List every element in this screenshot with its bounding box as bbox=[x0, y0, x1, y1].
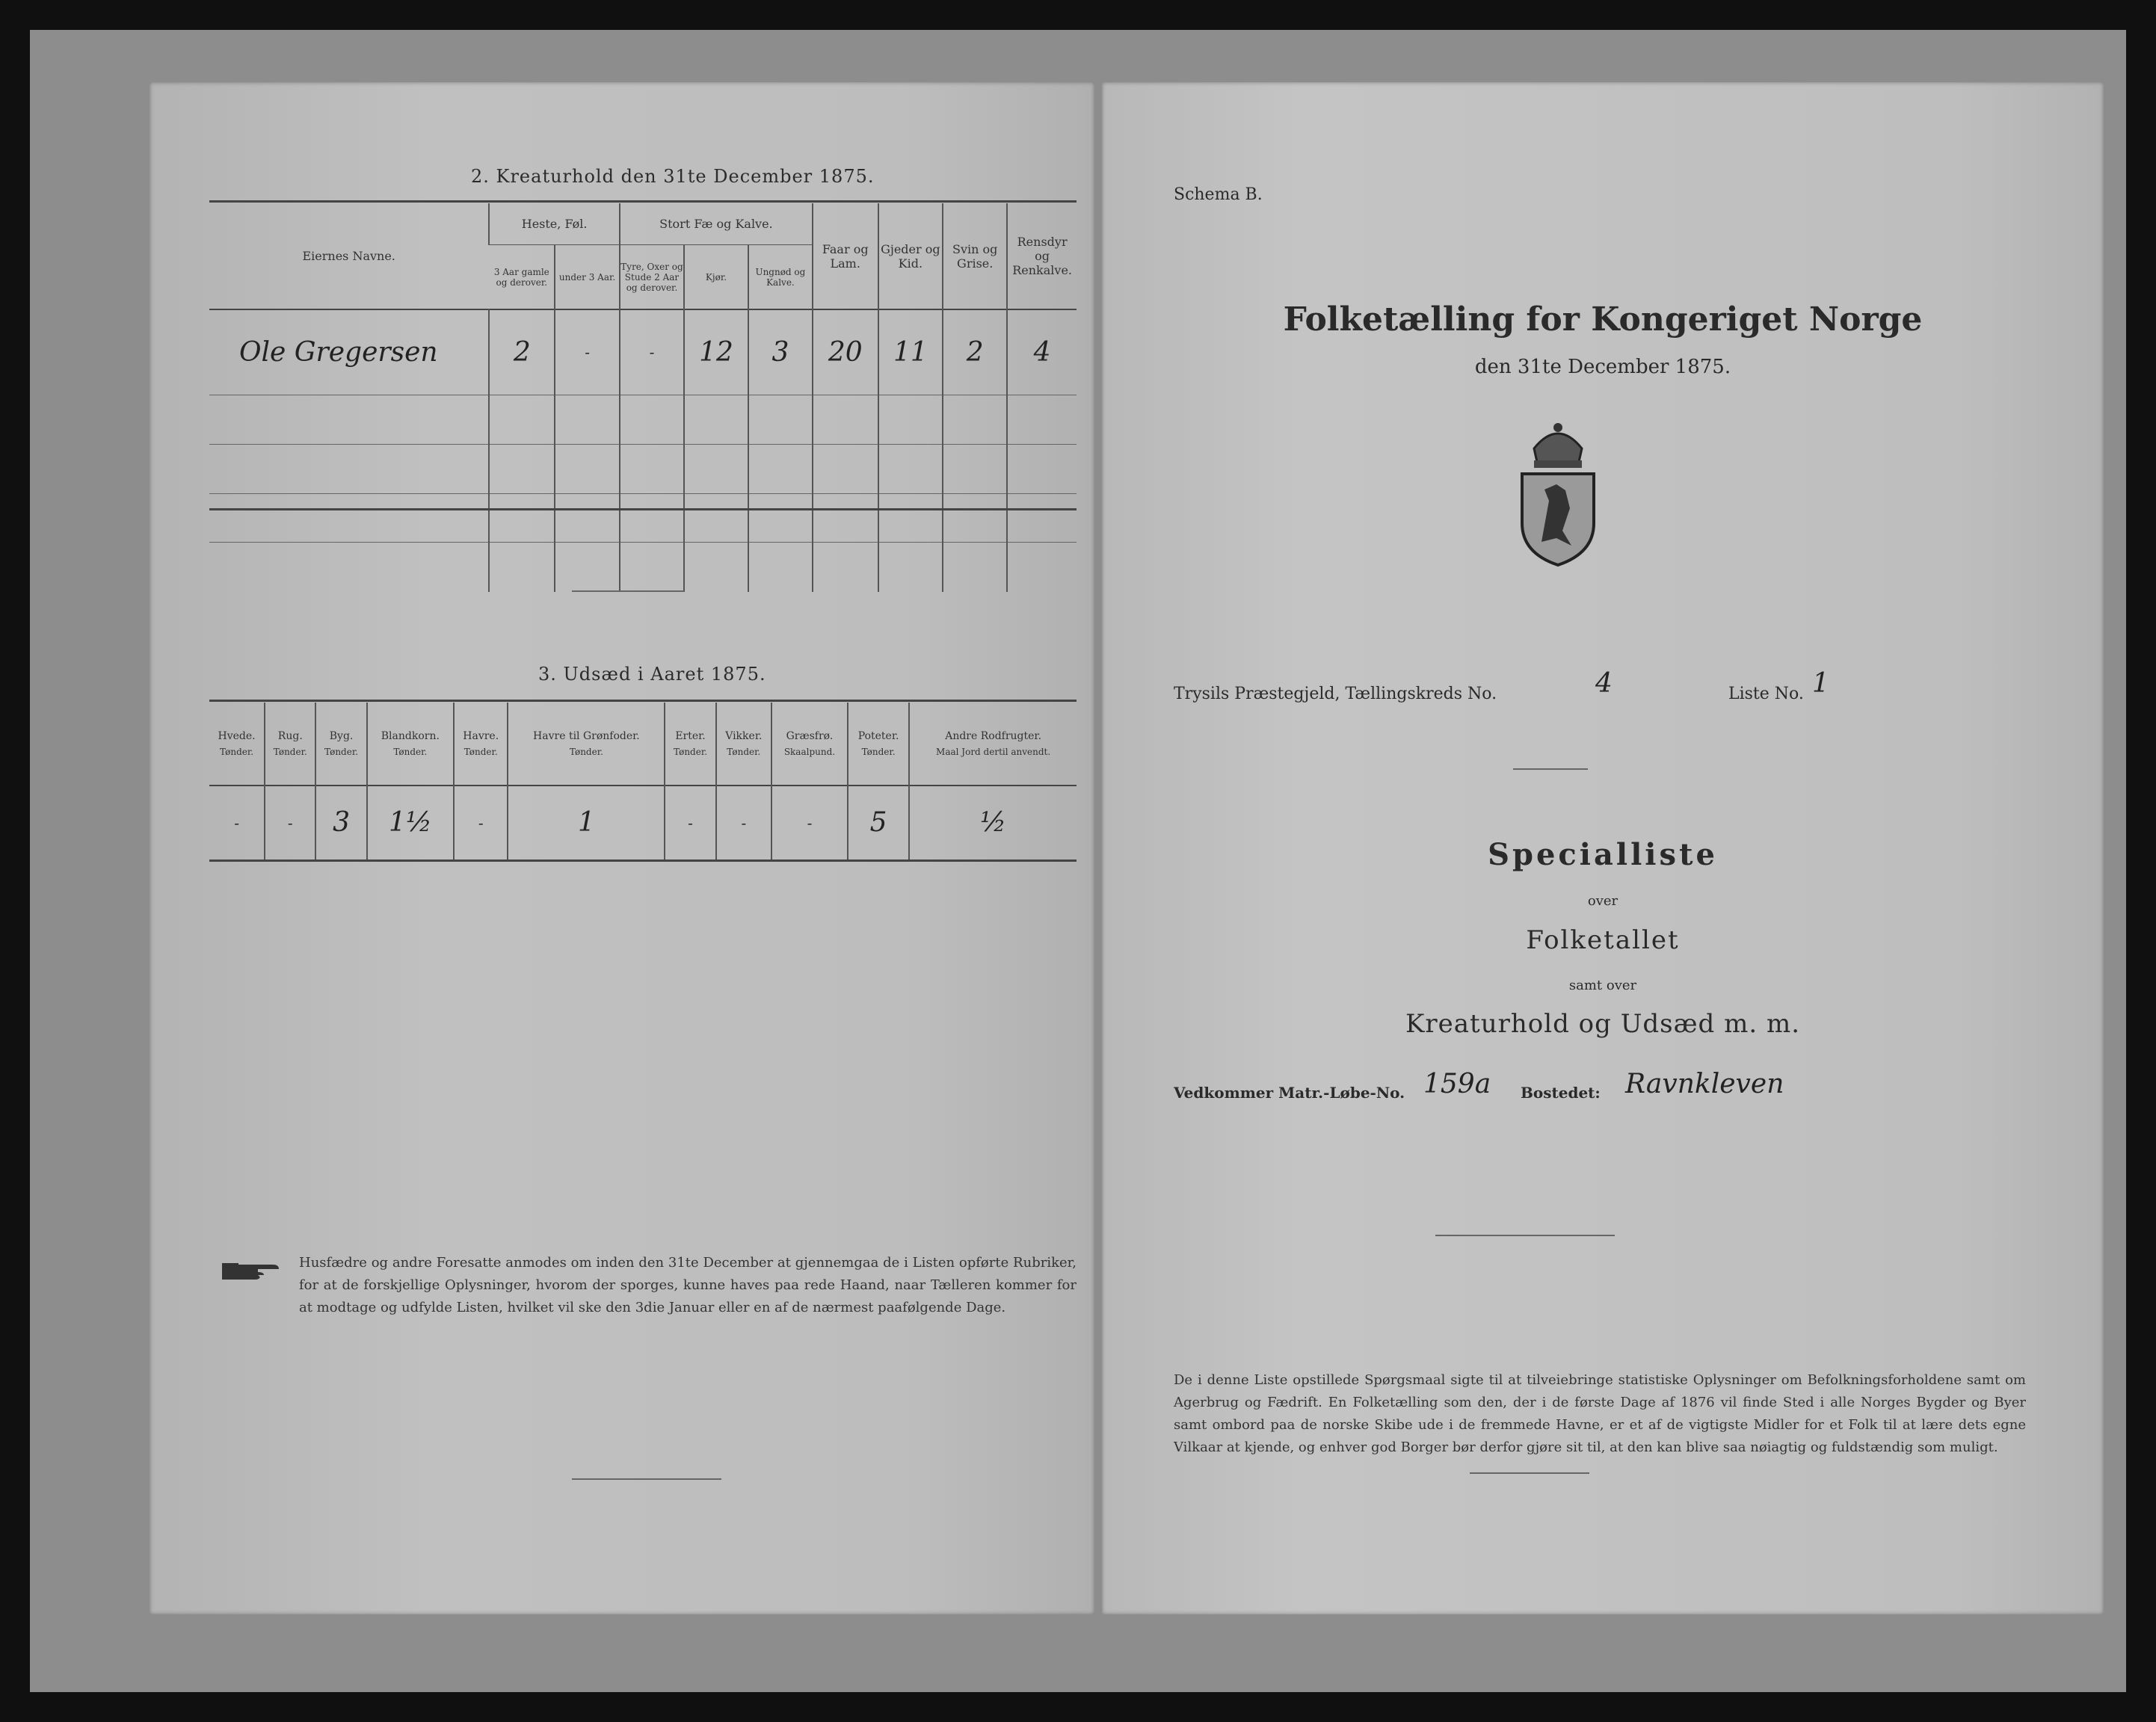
seed-header bbox=[771, 703, 848, 786]
seed-table-top-rule bbox=[209, 700, 1077, 702]
seed-header bbox=[209, 703, 265, 786]
divider bbox=[1435, 1235, 1615, 1236]
stort-a-header: Tyre, Oxer og Stude 2 Aar og derover. bbox=[620, 245, 684, 309]
kreaturhold-label: Kreaturhold og Udsæd m. m. bbox=[1405, 1009, 1800, 1039]
liste-label: Liste No. bbox=[1728, 685, 1804, 703]
seed-header-name: Poteter. bbox=[857, 729, 899, 742]
seed-header-name: Erter. bbox=[675, 729, 706, 742]
livestock-cell: - bbox=[620, 309, 684, 395]
parish-label: Trysils Præstegjeld, Tællingskreds No. bbox=[1174, 685, 1497, 703]
left-notice: Husfædre og andre Foresatte anmodes om inden den 31te December at gjennemgaa de i Listen opførte Rubriker, for at de forskjellige Oplysninger, hvorom der sporges, kunne haves paa rede Haand, naar Tælleren kommer for at modtage og udfylde Listen, hvilket vil ske den 3die Januar eller en af de nærmest paafølgende Dage. bbox=[299, 1255, 1077, 1315]
owner-name: Ole Gregersen bbox=[239, 336, 438, 368]
seed-header-unit: Tønder. bbox=[861, 746, 896, 757]
seed-cell: 1½ bbox=[367, 786, 454, 860]
seed-table-bottom-rule bbox=[209, 860, 1077, 862]
livestock-cell: 12 bbox=[684, 309, 748, 395]
stort-b-header: Kjør. bbox=[684, 245, 748, 309]
seed-cell: - bbox=[665, 786, 715, 860]
livestock-cell: 2 bbox=[489, 309, 555, 395]
seed-header-name: Byg. bbox=[329, 729, 354, 742]
seed-header-unit: Maal Jord dertil anvendt. bbox=[936, 746, 1051, 757]
stort-header: Stort Fæ og Kalve. bbox=[620, 203, 813, 245]
seed-header-unit: Tønder. bbox=[569, 746, 603, 757]
seed-header-name: Græsfrø. bbox=[786, 729, 834, 742]
divider bbox=[1470, 1472, 1589, 1474]
heste-header: Heste, Føl. bbox=[489, 203, 620, 245]
livestock-cell: 20 bbox=[813, 309, 878, 395]
livestock-cell: - bbox=[555, 309, 620, 395]
livestock-cell: 4 bbox=[1007, 309, 1077, 395]
table-bottom-rule bbox=[209, 508, 1077, 510]
seed-header-name: Vikker. bbox=[725, 729, 763, 742]
norwegian-coat-of-arms-icon bbox=[1512, 419, 1604, 571]
specialliste-title: Specialliste bbox=[1488, 837, 1718, 872]
svin-header: Svin og Grise. bbox=[943, 203, 1007, 309]
rensdyr-header: Rensdyr og Renkalve. bbox=[1007, 203, 1077, 309]
livestock-cell: 2 bbox=[943, 309, 1007, 395]
seed-header-name: Havre. bbox=[463, 729, 499, 742]
seed-cell: 3 bbox=[315, 786, 366, 860]
main-subtitle: den 31te December 1875. bbox=[1474, 356, 1731, 378]
right-notice: De i denne Liste opstillede Spørgsmaal sigte til at tilveiebringe statistiske Oplysninger om Befolkningsforholdene samt om Agerbrug og Fædrift. En Folketælling som den, der i de første Dage af 1876 vil finde Sted i alle Norges Bygder og Byer samt ombord paa de norske Skibe ude i de fremmede Havne, er et af de vigtigste Midler for et Folk til at lære dets egne Vilkaar at kjende, og enhver god Borger bør derfor gjøre sit til, at den kan blive saa nøiagtig og fuldstændig som muligt. bbox=[1174, 1372, 2026, 1455]
samt-over-label: samt over bbox=[1568, 978, 1637, 993]
seed-header-unit: Skaalpund. bbox=[783, 746, 836, 757]
seed-header-name: Blandkorn. bbox=[381, 729, 440, 742]
seed-header bbox=[367, 703, 454, 786]
owner-header: Eiernes Navne. bbox=[302, 249, 395, 264]
matr-number: 159a bbox=[1423, 1069, 1491, 1099]
main-title: Folketælling for Kongeriget Norge bbox=[1283, 300, 1923, 339]
liste-number: 1 bbox=[1812, 668, 1829, 699]
divider bbox=[1513, 768, 1588, 770]
seed-header bbox=[265, 703, 315, 786]
left-page bbox=[150, 82, 1094, 1614]
heste-a-header: 3 Aar gamle og derover. bbox=[489, 245, 555, 309]
seed-cell: - bbox=[234, 813, 239, 832]
livestock-section-title: 2. Kreaturhold den 31te December 1875. bbox=[471, 166, 875, 187]
seed-cell: 5 bbox=[848, 786, 909, 860]
table-top-rule bbox=[209, 200, 1077, 203]
seed-header bbox=[848, 703, 909, 786]
seed-header-unit: Tønder. bbox=[727, 746, 761, 757]
seed-cell: - bbox=[771, 786, 848, 860]
livestock-table bbox=[209, 203, 1077, 592]
seed-header-unit: Tønder. bbox=[463, 746, 498, 757]
seed-header-unit: Tønder. bbox=[674, 746, 708, 757]
seed-header-unit: Tønder. bbox=[273, 746, 307, 757]
seed-header-unit: Tønder. bbox=[393, 746, 428, 757]
seed-header bbox=[665, 703, 715, 786]
seed-table bbox=[209, 703, 1077, 860]
schema-label: Schema B. bbox=[1174, 185, 1263, 204]
seed-header-name: Hvede. bbox=[218, 729, 256, 742]
seed-cell: ½ bbox=[909, 786, 1077, 860]
stort-c-header: Ungnød og Kalve. bbox=[748, 245, 813, 309]
livestock-cell: 3 bbox=[748, 309, 813, 395]
bosted-label: Bostedet: bbox=[1521, 1084, 1601, 1102]
seed-header bbox=[716, 703, 771, 786]
divider bbox=[572, 1478, 721, 1480]
pointing-hand-icon bbox=[221, 1256, 288, 1289]
bosted-value: Ravnkleven bbox=[1625, 1069, 1784, 1099]
matr-label: Vedkommer Matr.-Løbe-No. bbox=[1174, 1084, 1405, 1102]
seed-header-unit: Tønder. bbox=[324, 746, 359, 757]
faar-header: Faar og Lam. bbox=[813, 203, 878, 309]
divider bbox=[572, 590, 684, 592]
seed-cell: - bbox=[716, 786, 771, 860]
folketallet-label: Folketallet bbox=[1526, 925, 1680, 955]
gjeder-header: Gjeder og Kid. bbox=[878, 203, 943, 309]
kreds-number: 4 bbox=[1595, 668, 1613, 699]
livestock-cell: 11 bbox=[878, 309, 943, 395]
seed-cell: - bbox=[265, 786, 315, 860]
seed-header bbox=[909, 703, 1077, 786]
heste-b-header: under 3 Aar. bbox=[555, 245, 620, 309]
seed-cell: - bbox=[454, 786, 508, 860]
seed-header bbox=[315, 703, 366, 786]
seed-cell: 1 bbox=[508, 786, 665, 860]
seed-header-name: Rug. bbox=[277, 729, 303, 742]
seed-header bbox=[508, 703, 665, 786]
over-label: over bbox=[1587, 893, 1618, 909]
seed-header-unit: Tønder. bbox=[220, 746, 254, 757]
seed-section-title: 3. Udsæd i Aaret 1875. bbox=[538, 664, 766, 685]
seed-header bbox=[454, 703, 508, 786]
seed-header-name: Havre til Grønfoder. bbox=[533, 729, 640, 742]
right-page bbox=[1102, 82, 2104, 1614]
seed-header-name: Andre Rodfrugter. bbox=[945, 729, 1042, 742]
